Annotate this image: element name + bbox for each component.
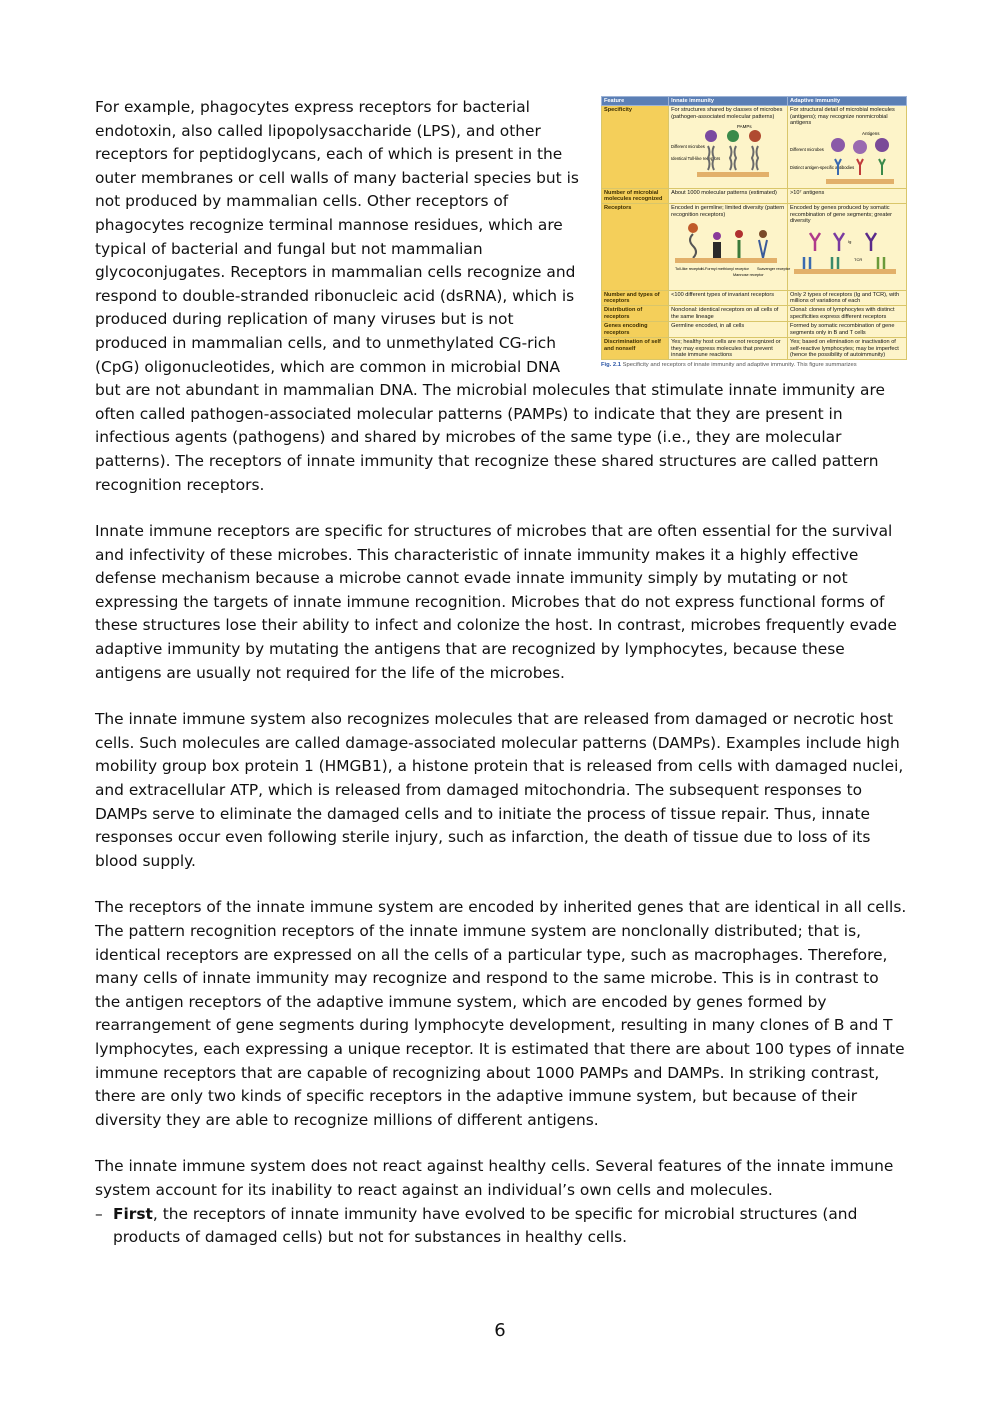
row-innate: About 1000 molecular patterns (estimated) — [669, 188, 788, 204]
table-row — [602, 204, 907, 290]
bullet-bold: First — [113, 1204, 153, 1223]
caption-label: Fig. 2.1 — [601, 362, 621, 369]
microbe-icon — [875, 138, 889, 152]
innate-receptors-illustration — [671, 220, 791, 282]
receptor-icon — [832, 257, 838, 269]
label-pamps: PAMPs — [737, 124, 752, 130]
label-ig: Ig — [848, 238, 852, 244]
row-innate — [669, 204, 791, 290]
ligand-icon — [735, 230, 743, 238]
bullet-text: , the receptors of innate immunity have evolved to be specific for microbial structures (and products of damaged cells) but not for substances in healthy cells. — [113, 1204, 858, 1247]
antibody-icon — [866, 233, 876, 251]
row-adaptive: Only 2 types of receptors (Ig and TCR), with millions of variations of each — [788, 290, 907, 306]
label-mannose: Mannose receptor — [733, 273, 764, 278]
table-row — [602, 322, 907, 338]
receptor-icon — [730, 146, 736, 170]
row-adaptive: Clonal: clones of lymphocytes with distinct specificities express different receptors — [788, 306, 907, 322]
row-innate: Nonclonal: identical receptors on all cells of the same lineage — [669, 306, 788, 322]
row-feature: Number of microbial molecules recognized — [602, 188, 669, 204]
label-different-microbes: Different microbes — [671, 144, 705, 150]
figure-table — [601, 96, 907, 368]
microbe-icon — [831, 138, 845, 152]
table-header-row — [602, 97, 907, 106]
innate-microbe-illustration — [671, 122, 781, 180]
microbe-icon — [853, 140, 867, 154]
row-feature: Discrimination of self and nonself — [602, 338, 669, 360]
row-innate — [669, 106, 788, 188]
membrane-icon — [675, 258, 777, 263]
header-feature: Feature — [602, 97, 669, 106]
paragraph: The innate immune system does not react against healthy cells. Several features of the innate immune system account for its inability to react against an individual’s own cells and molecules. — [95, 1157, 894, 1199]
receptor-icon — [752, 146, 758, 170]
table-row — [602, 290, 907, 306]
adaptive-antigen-illustration — [790, 129, 900, 187]
microbe-icon — [705, 130, 717, 142]
row-innate-text: Encoded in germline; limited diversity (pattern recognition receptors) — [671, 205, 785, 218]
list-item — [95, 1203, 907, 1250]
row-feature: Genes encoding receptors — [602, 322, 669, 338]
microbe-icon — [749, 130, 761, 142]
label-scavenger: Scavenger receptor — [757, 267, 791, 272]
row-innate: Germline encoded, in all cells — [669, 322, 788, 338]
comparison-table — [601, 96, 907, 360]
label-identical-tlr: Identical Toll-like receptors — [671, 156, 721, 162]
table-row — [602, 106, 907, 188]
receptor-icon — [878, 257, 884, 269]
antibody-icon — [879, 159, 885, 175]
table-row — [602, 188, 907, 204]
header-innate: Innate immunity — [669, 97, 788, 106]
antibody-icon — [810, 233, 820, 251]
receptor-icon — [804, 257, 810, 269]
membrane-icon — [697, 172, 769, 177]
label-nformyl: N-Formyl methionyl receptor — [701, 267, 749, 272]
row-feature: Number and types of receptors — [602, 290, 669, 306]
row-feature: Distribution of receptors — [602, 306, 669, 322]
label-distinct-antibodies: Distinct antigen-specific antibodies — [790, 164, 855, 170]
row-adaptive — [788, 106, 907, 188]
row-innate: Yes; healthy host cells are not recognized or they may express molecules that prevent innate immune reactions — [669, 338, 788, 360]
bullet-list — [95, 1203, 907, 1250]
antibody-icon — [834, 233, 844, 251]
row-adaptive — [788, 204, 907, 290]
adaptive-receptors-illustration — [790, 227, 900, 289]
row-feature: Specificity — [602, 106, 669, 188]
row-adaptive-text: Encoded by genes produced by somatic recombination of gene segments; greater diversity — [790, 205, 893, 225]
membrane-icon — [826, 179, 894, 184]
row-adaptive-text: For structural detail of microbial molecules (antigens); may recognize nonmicrobial antigens — [790, 107, 895, 127]
table-row — [602, 306, 907, 322]
label-antigens: Antigens — [862, 130, 880, 136]
membrane-icon — [794, 269, 896, 274]
paragraph: Innate immune receptors are specific for structures of microbes that are often essential for the survival and infectivity of these microbes. This characteristic of innate immunity makes it a highly effective defense mechanism because a microbe cannot evade innate immunity simply by mutating or not expressing the targets of innate immune recognition. Microbes that do not express functional forms of these structures lose their ability to infect and colonize the host. In contrast, microbes frequently evade adaptive immunity by mutating the antigens that are recognized by lymphocytes, because these antigens are usually not required for the life of the microbes. — [95, 522, 897, 682]
paragraph: The receptors of the innate immune system are encoded by inherited genes that are identical in all cells. The pattern recognition receptors of the innate immune system are nonclonally distributed; that is, identical receptors are expressed on all the cells of a particular type, such as macrophages. Therefore, many cells of innate immunity may recognize and respond to the same microbe. This is in contrast to the antigen receptors of the adaptive immune system, which are encoded by genes formed by rearrangement of gene segments during lymphocyte development, resulting in many clones of B and T lymphocytes, each expressing a unique receptor. It is estimated that there are about 100 types of innate immune receptors that are capable of recognizing about 1000 PAMPs and DAMPs. In striking contrast, there are only two kinds of specific receptors in the adaptive immune system, but because of their diversity they are able to recognize millions of different antigens. — [95, 898, 907, 1129]
page-number: 6 — [494, 1320, 506, 1341]
label-different-microbes-2: Different microbes — [790, 146, 824, 152]
paragraph: For example, phagocytes express receptors for bacterial endotoxin, also called lipopolysaccharide (LPS), and other receptors for peptidoglycans, each of which is present in the outer membranes or cell walls of many bacterial species but is not produced by mammalian cells. Other receptors of phagocytes recognize terminal mannose residues, which are typical of bacterial and fungal but not mammalian glycoconjugates. Receptors in mammalian cells recognize and respond to double-stranded ribonucleic acid (dsRNA), which is produced during replication of many viruses but is not produced in mammalian cells, and to unmethylated CG-rich (CpG) oligonucleotides, which are common in microbial DNA but are not abundant in mammalian DNA. The microbial molecules that stimulate innate immunity are often called pathogen-associated molecular patterns (PAMPs) to indicate that they are present in infectious agents (pathogens) and shared by microbes of the same type (i.e., they are molecular patterns). The receptors of innate immunity that recognize these shared structures are called pattern recognition receptors. — [95, 98, 885, 494]
figure-caption — [601, 362, 907, 368]
ligand-icon — [688, 223, 698, 233]
microbe-icon — [727, 130, 739, 142]
ligand-icon — [759, 230, 767, 238]
row-adaptive: Formed by somatic recombination of gene segments only in B and T cells — [788, 322, 907, 338]
receptor-icon — [713, 242, 721, 258]
antibody-icon — [857, 159, 863, 175]
paragraph: The innate immune system also recognizes molecules that are released from damaged or necrotic host cells. Such molecules are called damage-associated molecular patterns (DAMPs). Examples include high mobility group box protein 1 (HMGB1), a histone protein that is released from cells with damaged nuclei, and extracellular ATP, which is released from damaged mitochondria. The subsequent responses to DAMPs serve to eliminate the damaged cells and to initiate the process of tissue repair. Thus, innate responses occur even following sterile injury, such as infarction, the death of tissue due to loss of its blood supply. — [95, 710, 904, 870]
ligand-icon — [713, 232, 721, 240]
header-adaptive: Adaptive immunity — [788, 97, 907, 106]
receptor-icon — [759, 240, 767, 258]
page-content — [95, 96, 907, 1250]
row-adaptive: Yes; based on elimination or inactivation of self-reactive lymphocytes; may be imperfect (hence the possibility of autoimmunity) — [788, 338, 907, 360]
caption-text: Specificity and receptors of innate immunity and adaptive immunity. This figure summarizes — [622, 362, 857, 369]
label-tlr: Toll-like receptor — [675, 267, 703, 272]
bullet-marker: – — [95, 1204, 103, 1223]
receptor-icon — [690, 234, 696, 258]
row-adaptive: >10⁷ antigens — [788, 188, 907, 204]
table-row — [602, 338, 907, 360]
row-feature: Receptors — [602, 204, 669, 290]
label-tcr: TCR — [854, 256, 863, 262]
row-innate-text: For structures shared by classes of microbes (pathogen-associated molecular patterns) — [671, 107, 783, 120]
row-innate: <100 different types of invariant receptors — [669, 290, 788, 306]
